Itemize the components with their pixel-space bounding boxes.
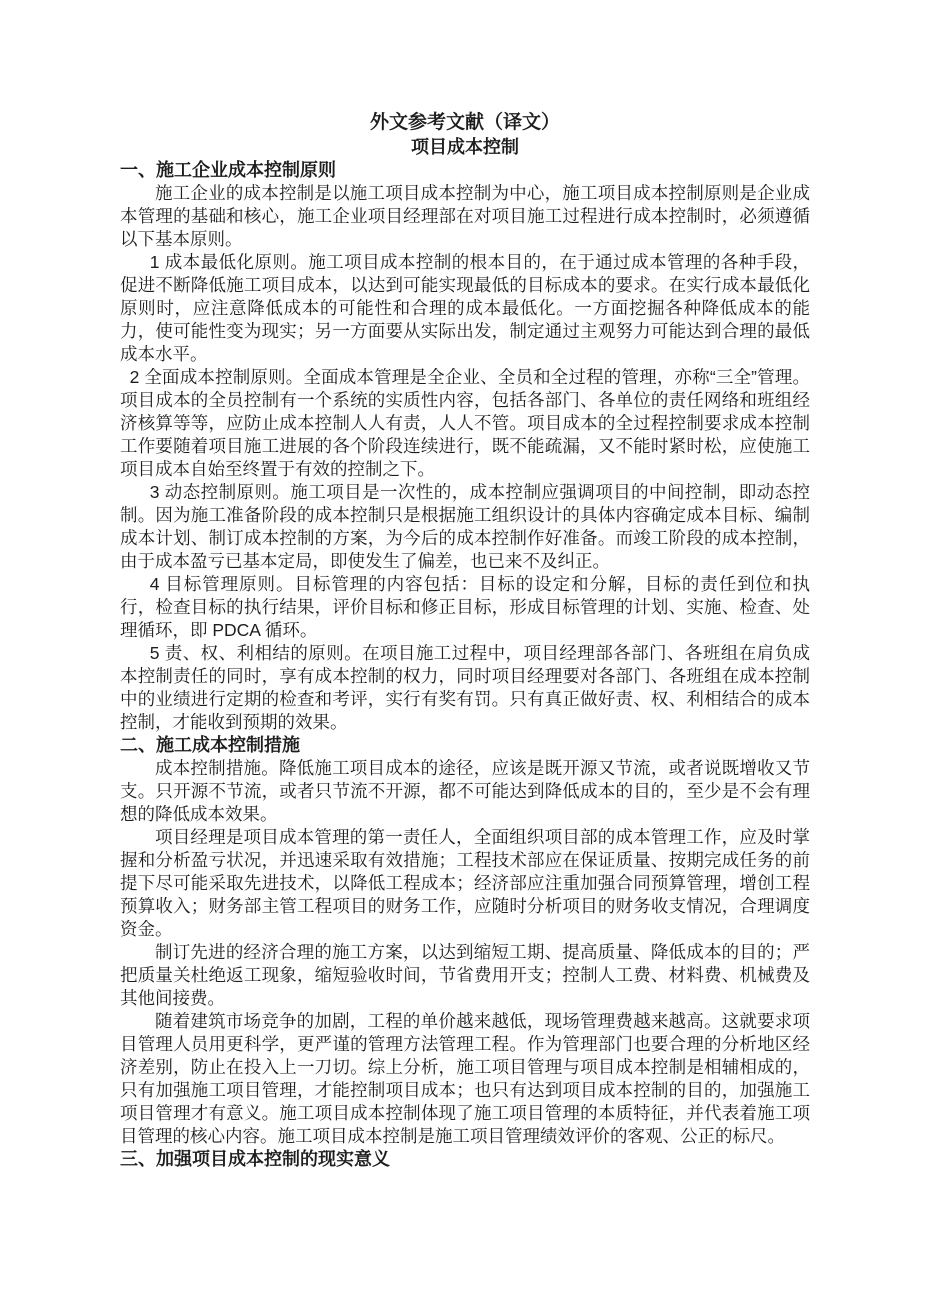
paragraph: 1 成本最低化原则。施工项目成本控制的根本目的，在于通过成本管理的各种手段，促进不断降低施工项目成本，以达到可能实现最低的目标成本的要求。在实行成本最低化原则时，应注意降低成本的可能性和合理的成本最低化。一方面挖掘各种降低成本的能力，使可能性变为现实；另一方面要从实际出发，制定通过主观努力可能达到合理的最低成本水平。 <box>120 252 810 364</box>
section-heading: 三、加强项目成本控制的现实意义 <box>120 1149 390 1169</box>
document-page <box>120 110 810 1171</box>
paragraph: 项目经理是项目成本管理的第一责任人，全面组织项目部的成本管理工作，应及时掌握和分析盈亏状况，并迅速采取有效措施；工程技术部应在保证质量、按期完成任务的前提下尽可能采取先进技术，以降低工程成本；经济部应注重加强合同预算管理，增创工程预算收入；财务部主管工程项目的财务工作，应随时分析项目的财务收支情况，合理调度资金。 <box>120 827 810 939</box>
paragraph: 4 目标管理原则。目标管理的内容包括：目标的设定和分解，目标的责任到位和执行，检查目标的执行结果，评价目标和修正目标，形成目标管理的计划、实施、检查、处理循环，即 PDCA 循环。 <box>120 574 810 640</box>
document-subtitle: 项目成本控制 <box>411 137 519 157</box>
section-heading: 一、施工企业成本控制原则 <box>120 160 336 180</box>
paragraph: 制订先进的经济合理的施工方案，以达到缩短工期、提高质量、降低成本的目的；严把质量关杜绝返工现象，缩短验收时间，节省费用开支；控制人工费、材料费、机械费及其他间接费。 <box>120 942 810 1008</box>
document-body <box>120 159 810 1171</box>
paragraph: 施工企业的成本控制是以施工项目成本控制为中心，施工项目成本控制原则是企业成本管理的基础和核心，施工企业项目经理部在对项目施工过程进行成本控制时，必须遵循以下基本原则。 <box>120 183 810 249</box>
section-heading: 二、施工成本控制措施 <box>120 735 300 755</box>
paragraph: 随着建筑市场竞争的加剧，工程的单价越来越低，现场管理费越来越高。这就要求项目管理人员用更科学，更严谨的管理方法管理工程。作为管理部门也要合理的分析地区经济差别，防止在投入上一刀切。综上分析，施工项目管理与项目成本控制是相辅相成的，只有加强施工项目管理，才能控制项目成本；也只有达到项目成本控制的目的，加强施工项目管理才有意义。施工项目成本控制体现了施工项目管理的本质特征，并代表着施工项目管理的核心内容。施工项目成本控制是施工项目管理绩效评价的客观、公正的标尺。 <box>120 1011 810 1146</box>
paragraph: 5 责、权、利相结的原则。在项目施工过程中，项目经理部各部门、各班组在肩负成本控制责任的同时，享有成本控制的权力，同时项目经理要对各部门、各班组在成本控制中的业绩进行定期的检查和考评，实行有奖有罚。只有真正做好责、权、利相结合的成本控制，才能收到预期的效果。 <box>120 643 810 732</box>
paragraph: 3 动态控制原则。施工项目是一次性的，成本控制应强调项目的中间控制，即动态控制。因为施工准备阶段的成本控制只是根据施工组织设计的具体内容确定成本目标、编制成本计划、制订成本控制的方案，为今后的成本控制作好准备。而竣工阶段的成本控制，由于成本盈亏已基本定局，即使发生了偏差，也已来不及纠正。 <box>120 482 810 571</box>
paragraph: 2 全面成本控制原则。全面成本管理是全企业、全员和全过程的管理，亦称“三全”管理。项目成本的全员控制有一个系统的实质性内容，包括各部门、各单位的责任网络和班组经济核算等等，应防止成本控制人人有责，人人不管。项目成本的全过程控制要求成本控制工作要随着项目施工进展的各个阶段连续进行，既不能疏漏，又不能时紧时松，应使施工项目成本自始至终置于有效的控制之下。 <box>120 367 810 479</box>
document-title: 外文参考文献（译文） <box>369 112 560 133</box>
paragraph: 成本控制措施。降低施工项目成本的途径，应该是既开源又节流，或者说既增收又节支。只开源不节流，或者只节流不开源，都不可能达到降低成本的目的，至少是不会有理想的降低成本效果。 <box>120 758 810 824</box>
